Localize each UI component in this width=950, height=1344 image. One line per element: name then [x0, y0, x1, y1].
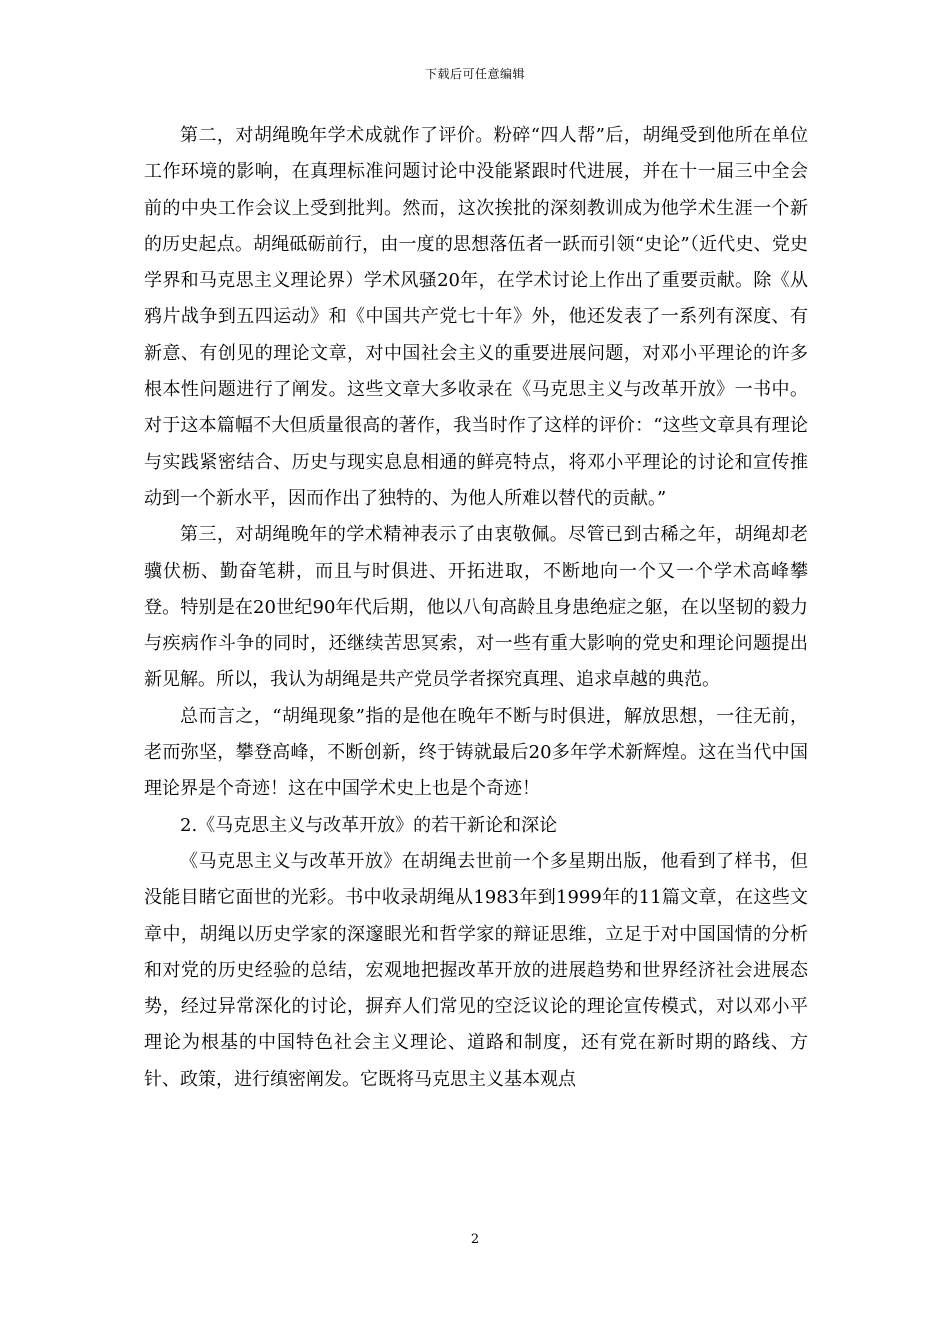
- section-heading: 2.《马克思主义与改革开放》的若干新论和深论: [180, 814, 558, 836]
- document-body: [144, 118, 808, 1098]
- paragraph-book-intro: 《马克思主义与改革开放》在胡绳去世前一个多星期出版，他看到了样书，但没能目睹它面世的光彩。书中收录胡绳从1983年到1999年的11篇文章，在这些文章中，胡绳以历史学家的深邃眼光和哲学家的辩证思维，立足于对中国国情的分析和对党的历史经验的总结，宏观地把握改革开放的进展趋势和世界经济社会进展态势，经过异常深化的讨论，摒弃人们常见的空泛议论的理论宣传模式，对以邓小平理论为根基的中国特色社会主义理论、道路和制度，还有党在新时期的路线、方针、政策，进行缜密阐发。它既将马克思主义基本观点: [144, 850, 808, 1090]
- page-number: 2: [470, 1232, 480, 1247]
- paragraph-third-point: 第三，对胡绳晚年的学术精神表示了由衷敬佩。尽管已到古稀之年，胡绳却老骥伏枥、勤奋笔耕，而且与时俱进、开拓进取，不断地向一个又一个学术高峰攀登。特别是在20世纪90年代后期，他以八旬高龄且身患绝症之躯，在以坚韧的毅力与疾病作斗争的同时，还继续苦思冥索，对一些有重大影响的党史和理论问题提出新见解。所以，我认为胡绳是共产党员学者探究真理、追求卓越的典范。: [144, 524, 808, 691]
- paragraph-summary: 总而言之，“胡绳现象”指的是他在晚年不断与时俱进，解放思想，一往无前，老而弥坚，攀登高峰，不断创新，终于铸就最后20多年学术新辉煌。这在当代中国理论界是个奇迹！这在中国学术史上也是个奇迹！: [144, 705, 808, 800]
- paragraph-second-point: 第二，对胡绳晚年学术成就作了评价。粉碎“四人帮”后，胡绳受到他所在单位工作环境的影响，在真理标准问题讨论中没能紧跟时代进展，并在十一届三中全会前的中央工作会议上受到批判。然而，这次挨批的深刻教训成为他学术生涯一个新的历史起点。胡绳砥砺前行，由一度的思想落伍者一跃而引领“史论”（近代史、党史学界和马克思主义理论界）学术风骚20年，在学术讨论上作出了重要贡献。除《从鸦片战争到五四运动》和《中国共产党七十年》外，他还发表了一系列有深度、有新意、有创见的理论文章，对中国社会主义的重要进展问题，对邓小平理论的许多根本性问题进行了阐发。这些文章大多收录在《马克思主义与改革开放》一书中。对于这本篇幅不大但质量很高的著作，我当时作了这样的评价：“这些文章具有理论与实践紧密结合、历史与现实息息相通的鲜亮特点，将邓小平理论的讨论和宣传推动到一个新水平，因而作出了独特的、为他人所难以替代的贡献。”: [144, 125, 808, 509]
- page-header: 下载后可任意编辑: [424, 67, 525, 81]
